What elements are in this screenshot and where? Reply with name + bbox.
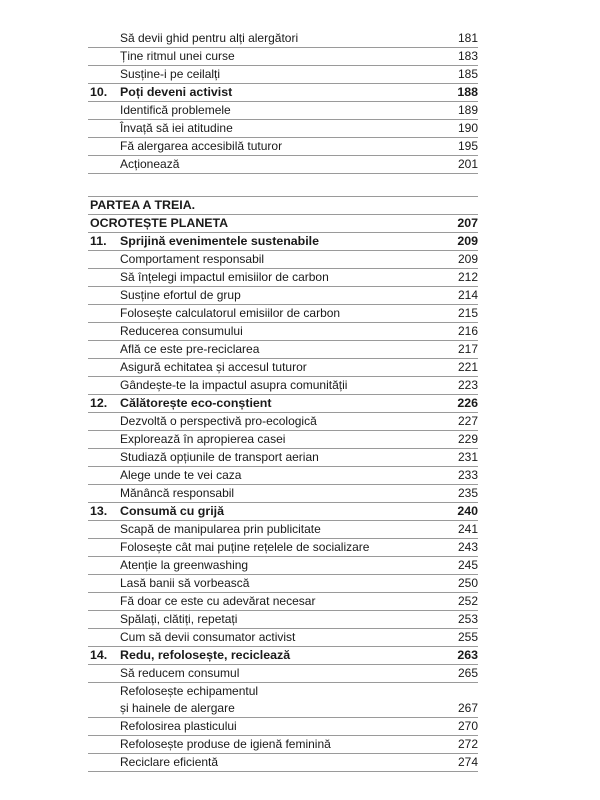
page-number: 272 (457, 737, 478, 751)
page-number: 214 (457, 288, 478, 302)
table-of-contents (88, 30, 478, 772)
subsection-row (88, 431, 478, 449)
chapter-number: 11. (90, 234, 107, 248)
page-number: 253 (457, 612, 478, 626)
subsection-row (88, 485, 478, 503)
page-number: 209 (457, 234, 478, 248)
subsection-title: Refolosirea plasticului (120, 719, 237, 733)
subsection-title: Identifică problemele (120, 103, 231, 117)
page-number: 217 (457, 342, 478, 356)
page-number: 207 (457, 216, 478, 230)
subsection-title: Explorează în apropierea casei (120, 432, 286, 446)
subsection-title: Cum să devii consumator activist (120, 630, 296, 644)
page-number: 270 (457, 719, 478, 733)
chapter-title: Consumă cu grijă (120, 504, 224, 518)
page-number: 241 (457, 522, 478, 536)
subsection-row (88, 736, 478, 754)
page-number: 223 (457, 378, 478, 392)
chapter-title: Poți deveni activist (120, 85, 233, 99)
subsection-row (88, 66, 478, 84)
subsection-row (88, 323, 478, 341)
subsection-title: Reciclare eficientă (120, 755, 219, 769)
page-number: 209 (457, 252, 478, 266)
part-title: OCROTEȘTE PLANETA (90, 216, 229, 230)
subsection-title: Studiază opțiunile de transport aerian (120, 450, 319, 464)
subsection-row (88, 305, 478, 323)
subsection-row (88, 138, 478, 156)
subsection-row (88, 341, 478, 359)
subsection-row (88, 359, 478, 377)
subsection-row (88, 102, 478, 120)
page-number: 195 (457, 139, 478, 153)
subsection-title: Reducerea consumului (120, 324, 243, 338)
part-title-row (88, 215, 478, 233)
subsection-row (88, 377, 478, 395)
page-number: 274 (457, 755, 478, 769)
chapter-title: Călătorește eco-conștient (120, 396, 272, 410)
subsection-row (88, 593, 478, 611)
subsection-title: Lasă banii să vorbească (120, 576, 250, 590)
page-number: 229 (457, 432, 478, 446)
subsection-title: Învață să iei atitudine (120, 121, 233, 135)
subsection-title: Află ce este pre-reciclarea (120, 342, 260, 356)
chapter-row (88, 647, 478, 665)
page-number: 226 (457, 396, 478, 410)
part-heading (88, 197, 478, 215)
subsection-row (88, 48, 478, 66)
chapter-row (88, 84, 478, 102)
subsection-row (88, 269, 478, 287)
subsection-title: Să devii ghid pentru alți alergători (120, 31, 299, 45)
subsection-title: Refolosește echipamentul (120, 684, 259, 698)
page-number: 235 (457, 486, 478, 500)
subsection-title: Susține efortul de grup (120, 288, 241, 302)
page-number: 267 (457, 701, 478, 715)
subsection-title: Să înțelegi impactul emisiilor de carbon (120, 270, 329, 284)
subsection-title: Asigură echitatea și accesul tuturor (120, 360, 307, 374)
subsection-title: Refolosește produse de igienă feminină (120, 737, 331, 751)
subsection-title-continued: și hainele de alergare (120, 701, 235, 715)
subsection-row (88, 413, 478, 431)
subsection-title: Să reducem consumul (120, 666, 240, 680)
toc-section-part-two-end (88, 30, 478, 174)
part-heading-line1: PARTEA A TREIA. (90, 198, 196, 212)
chapter-row (88, 503, 478, 521)
chapter-row (88, 233, 478, 251)
page-number: 255 (457, 630, 478, 644)
subsection-title: Alege unde te vei caza (120, 468, 242, 482)
subsection-row (88, 449, 478, 467)
subsection-title: Dezvoltă o perspectivă pro-ecologică (120, 414, 317, 428)
page-number: 231 (457, 450, 478, 464)
page-number: 215 (457, 306, 478, 320)
subsection-row (88, 521, 478, 539)
subsection-title: Folosește cât mai puține rețelele de socializare (120, 540, 370, 554)
subsection-row (88, 120, 478, 138)
toc-section-part-three (88, 233, 478, 772)
page-number: 189 (457, 103, 478, 117)
subsection-row (88, 683, 478, 718)
subsection-title: Scapă de manipularea prin publicitate (120, 522, 321, 536)
chapter-title: Redu, refolosește, reciclează (120, 648, 291, 662)
subsection-row (88, 539, 478, 557)
section-gap (88, 174, 478, 197)
subsection-title: Acționează (120, 157, 180, 171)
page-number: 240 (457, 504, 478, 518)
page-number: 181 (457, 31, 478, 45)
page-number: 252 (457, 594, 478, 608)
page-number: 263 (457, 648, 478, 662)
subsection-title: Gândește-te la impactul asupra comunității (120, 378, 348, 392)
page-number: 265 (457, 666, 478, 680)
subsection-row (88, 665, 478, 683)
page-number: 227 (457, 414, 478, 428)
subsection-title: Fă doar ce este cu adevărat necesar (120, 594, 316, 608)
chapter-number: 10. (90, 85, 108, 99)
subsection-title: Spălați, clătiți, repetați (120, 612, 238, 626)
subsection-row (88, 629, 478, 647)
subsection-title: Susține-i pe ceilalți (120, 67, 221, 81)
page-number: 221 (457, 360, 478, 374)
chapter-number: 12. (90, 396, 108, 410)
subsection-row (88, 30, 478, 48)
subsection-title: Mănâncă responsabil (120, 486, 235, 500)
page-number: 185 (457, 67, 478, 81)
chapter-number: 13. (90, 504, 108, 518)
subsection-row (88, 467, 478, 485)
subsection-title: Folosește calculatorul emisiilor de carbon (120, 306, 341, 320)
subsection-title: Fă alergarea accesibilă tuturor (120, 139, 283, 153)
subsection-row (88, 718, 478, 736)
page-number: 190 (457, 121, 478, 135)
page-number: 216 (457, 324, 478, 338)
subsection-row (88, 611, 478, 629)
page-number: 233 (457, 468, 478, 482)
subsection-row (88, 287, 478, 305)
page-number: 250 (457, 576, 478, 590)
page-number: 183 (457, 49, 478, 63)
page-number: 188 (457, 85, 478, 99)
subsection-title: Atenție la greenwashing (120, 558, 249, 572)
page-number: 243 (457, 540, 478, 554)
chapter-row (88, 395, 478, 413)
subsection-title: Ține ritmul unei curse (120, 49, 235, 63)
subsection-row (88, 557, 478, 575)
subsection-row (88, 754, 478, 772)
page-number: 201 (457, 157, 478, 171)
subsection-title: Comportament responsabil (120, 252, 265, 266)
chapter-title: Sprijină evenimentele sustenabile (120, 234, 320, 248)
page-number: 212 (457, 270, 478, 284)
subsection-row (88, 156, 478, 174)
page-number: 245 (457, 558, 478, 572)
subsection-row (88, 575, 478, 593)
chapter-number: 14. (90, 648, 108, 662)
subsection-row (88, 251, 478, 269)
